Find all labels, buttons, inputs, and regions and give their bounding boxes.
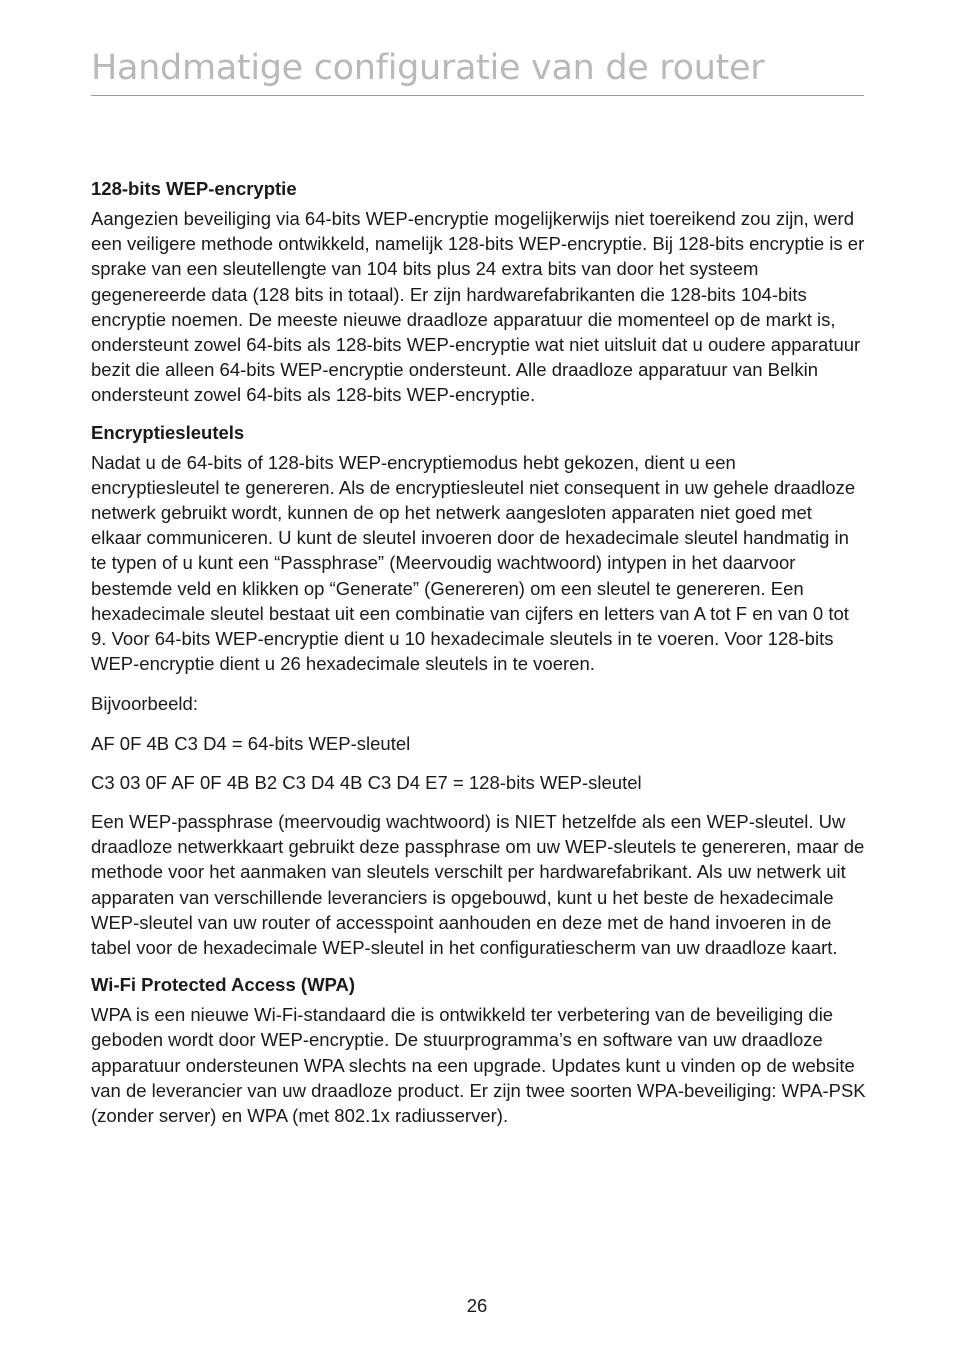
section-heading: Wi-Fi Protected Access (WPA)	[91, 974, 356, 996]
section-heading: Encryptiesleutels	[91, 421, 245, 443]
example-label: Bijvoorbeeld:	[91, 693, 198, 715]
page-header	[91, 44, 864, 92]
example-64bit-key: AF 0F 4B C3 D4 = 64-bits WEP-sleutel	[91, 732, 411, 754]
body-paragraph: Nadat u de 64-bits of 128-bits WEP-encryptiemodus hebt gekozen, dient u een encryptiesleutel te genereren. Als de encryptiesleutel niet consequent in uw gehele draadloze netwerk gebruikt wordt, kunnen de op het netwerk aangesloten apparaten niet goed met elkaar communiceren. U kunt de sleutel invoeren door de hexadecimale sleutel handmatig in te typen of u kunt een “Passphrase” (Meervoudig wachtwoord) intypen in het daarvoor bestemde veld en klikken op “Generate” (Genereren) om een sleutel te genereren. Een hexadecimale sleutel bestaat uit een combinatie van cijfers en letters van A tot F en van 0 tot 9. Voor 64-bits WEP-encryptie dient u 10 hexadecimale sleutels in te voeren. Voor 128-bits WEP-encryptie dient u 26 hexadecimale sleutels in te voeren.	[91, 451, 856, 675]
page-title: Handmatige configuratie van de router	[91, 48, 765, 88]
body-paragraph: WPA is een nieuwe Wi-Fi-standaard die is ontwikkeld ter verbetering van de beveiliging die geboden wordt door WEP-encryptie. De stuurprogramma’s en software van uw draadloze apparatuur ondersteunen WPA slechts na een upgrade. Updates kunt u vinden op de website van de leverancier van uw draadloze product. Er zijn twee soorten WPA-beveiliging: WPA-PSK (zonder server) en WPA (met 802.1x radiusserver).	[91, 1004, 866, 1127]
page-number: 26	[466, 1295, 488, 1316]
section-encryption-keys	[91, 419, 866, 961]
section-wpa	[91, 971, 866, 1128]
title-divider	[91, 95, 864, 96]
section-heading: 128-bits WEP-encryptie	[91, 178, 297, 199]
body-paragraph: Aangezien beveiliging via 64-bits WEP-encryptie mogelijkerwijs niet toereikend zou zijn, werd een veiligere methode ontwikkeld, namelijk 128-bits WEP-encryptie. Bij 128-bits encryptie is er sprake van een sleutellengte van 104 bits plus 24 extra bits van door het systeem gegenereerde data (128 bits in totaal). Er zijn hardwarefabrikanten die 128-bits 104-bits encryptie noemen. De meeste nieuwe draadloze apparatuur die momenteel op de markt is, ondersteunt zowel 64-bits als 128-bits WEP-encryptie wat niet uitsluit dat u oudere apparatuur bezit die alleen 64-bits WEP-encryptie ondersteunt. Alle draadloze apparatuur van Belkin ondersteunt zowel 64-bits als 128-bits WEP-encryptie.	[91, 208, 865, 406]
body-paragraph: Een WEP-passphrase (meervoudig wachtwoord) is NIET hetzelfde als een WEP-sleutel. Uw draadloze netwerkkaart gebruikt deze passphrase om uw WEP-sleutels te genereren, maar de methode voor het aanmaken van sleutels verschilt per hardwarefabrikant. Als uw netwerk uit apparaten van verschillende leveranciers is opgebouwd, kunt u het beste de hexadecimale WEP-sleutel van uw router of accesspoint aanhouden en deze met de hand invoeren in de tabel voor de hexadecimale WEP-sleutel in het configuratiescherm van uw draadloze kaart.	[91, 811, 865, 959]
section-128-bit-wep	[91, 175, 866, 408]
example-128bit-key: C3 03 0F AF 0F 4B B2 C3 D4 4B C3 D4 E7 = 128-bits WEP-sleutel	[91, 771, 642, 793]
main-content	[91, 175, 866, 1138]
